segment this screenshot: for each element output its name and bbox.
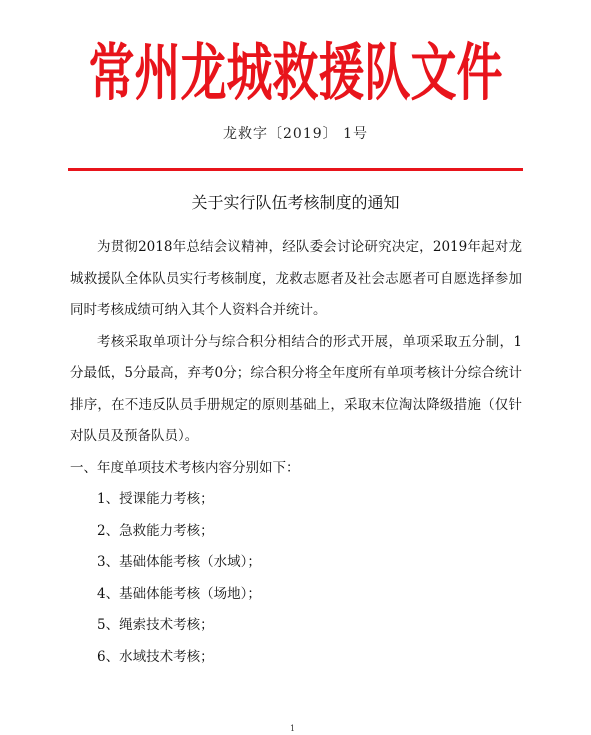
body-paragraph-1: 为贯彻2018年总结会议精神，经队委会讨论研究决定，2019年起对龙城救援队全体队员实行考核制度，龙救志愿者及社会志愿者可自愿选择参加同时考核成绩可纳入其个人资料合并统计。 <box>70 239 522 318</box>
list-item-5: 5、绳索技术考核； <box>97 617 214 633</box>
list-item-1: 1、授课能力考核； <box>97 491 214 507</box>
section-heading: 一、年度单项技术考核内容分别如下： <box>70 459 300 476</box>
body-paragraph-2: 考核采取单项计分与综合积分相结合的形式开展，单项采取五分制，1分最低，5分最高，弃考0分；综合积分将全年度所有单项考核计分综合统计排序，在不违反队员手册规定的原则基础上，采取末位淘汰降级措施（仅针对队员及预备队员）。 <box>70 333 522 444</box>
list-item-2: 2、急救能力考核； <box>97 522 214 539</box>
page-number: 1 <box>290 724 296 733</box>
list-item-3: 3、基础体能考核（水域）； <box>97 554 261 570</box>
red-divider-line <box>68 168 523 171</box>
notice-title: 关于实行队伍考核制度的通知 <box>191 193 400 212</box>
list-item-4: 4、基础体能考核（场地）； <box>97 585 261 602</box>
org-header-title: 常州龙城救援队文件 <box>88 36 503 109</box>
document-body <box>70 232 522 673</box>
document-number: 龙救字〔2019〕 1号 <box>223 126 368 142</box>
list-item-6: 6、水域技术考核； <box>97 648 214 665</box>
